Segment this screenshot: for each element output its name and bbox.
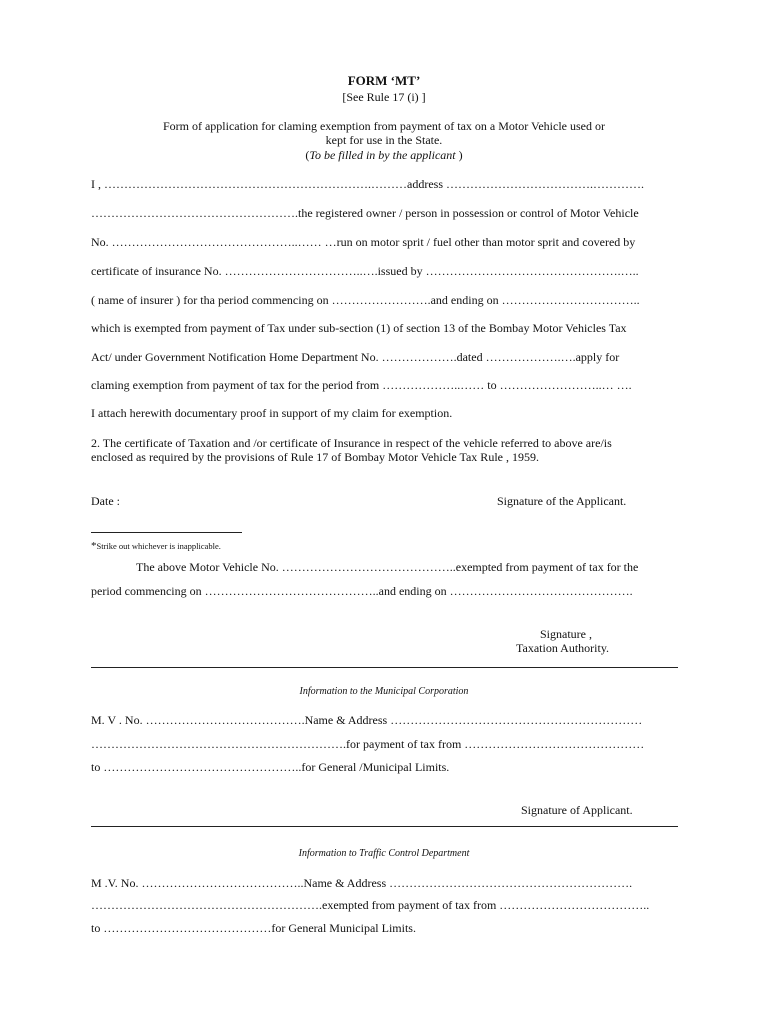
paragraph-2-line-1: 2. The certificate of Taxation and /or certificate of Insurance in respect of the vehicle referred to above are/is: [91, 436, 612, 450]
application-line-3: No. ………………………………………..…… …run on motor sprit / fuel other than motor sprit and covered by: [91, 235, 636, 249]
municipal-line-3: to …………………………………………..for General /Municipal Limits.: [91, 760, 450, 774]
footnote: [91, 539, 221, 553]
footnote-text: Strike out whichever is inapplicable.: [96, 541, 221, 551]
traffic-heading: Information to Traffic Control Department: [298, 848, 470, 859]
section-divider-1: [91, 667, 678, 668]
form-description-line-2: kept for use in the State.: [325, 133, 443, 147]
fill-note: To be filled in by the applicant: [309, 148, 456, 162]
municipal-heading: Information to the Municipal Corporation: [299, 686, 469, 697]
traffic-line-1: M .V. No. …………………………………..Name & Address …………………………………………………….: [91, 876, 633, 890]
application-line-2: …………………………………………….the registered owner / person in possession or control of Motor Vehicle: [91, 206, 639, 220]
application-line-6: which is exempted from payment of Tax under sub-section (1) of section 13 of the Bombay Motor Vehicles Tax: [91, 321, 627, 335]
application-line-7: Act/ under Government Notification Home Department No. ……………….dated ……………….….apply for: [91, 350, 620, 364]
application-line-8: claming exemption from payment of tax for the period from ………………..…… to ……………………..… ….: [91, 378, 632, 392]
taxation-authority-label: Taxation Authority.: [516, 641, 610, 655]
footnote-mark: *: [91, 540, 97, 552]
section-divider-2: [91, 826, 678, 827]
form-title: FORM ‘MT’: [347, 73, 421, 88]
fill-instruction: [0, 148, 768, 162]
applicant-signature-label: Signature of the Applicant.: [497, 494, 627, 508]
paragraph-2-line-2: enclosed as required by the provisions of Rule 17 of Bombay Motor Vehicle Tax Rule , 1959.: [91, 450, 539, 464]
authority-line-2: period commencing on ……………………………………..and ending on ……………………………………….: [91, 584, 633, 598]
application-line-4: certificate of insurance No. ……………………………..….issued by ………………………………………….…..: [91, 264, 639, 278]
traffic-line-3: to ……………………………………for General Municipal Limits.: [91, 921, 416, 935]
application-line-5: ( name of insurer ) for tha period commencing on …………………….and ending on ……………………………..: [91, 293, 640, 307]
traffic-line-2: ………………………………………………….exempted from payment of tax from ………………………………..: [91, 898, 650, 912]
application-line-1: I , ………………………………………………………….………address ……………………………….………….: [91, 177, 644, 191]
form-description-line-1: Form of application for claming exemption from payment of tax on a Motor Vehicle used or: [162, 119, 605, 133]
footnote-divider: [91, 532, 242, 533]
municipal-line-1: M. V . No. ………………………………….Name & Address ………………………………………………………: [91, 713, 643, 727]
rule-reference: [See Rule 17 (i) ]: [342, 90, 426, 104]
application-line-9: I attach herewith documentary proof in support of my claim for exemption.: [91, 406, 453, 420]
municipal-signature-label: Signature of Applicant.: [521, 803, 633, 817]
authority-signature-label: Signature ,: [540, 627, 592, 641]
municipal-line-2: ……………………………………………………….for payment of tax from ………………………………………: [91, 737, 645, 751]
authority-line-1: The above Motor Vehicle No. ……………………………………..exempted from payment of tax for the: [136, 560, 639, 574]
date-label: Date :: [91, 494, 120, 508]
fill-close: ): [455, 148, 463, 162]
fill-open: (: [305, 148, 310, 162]
